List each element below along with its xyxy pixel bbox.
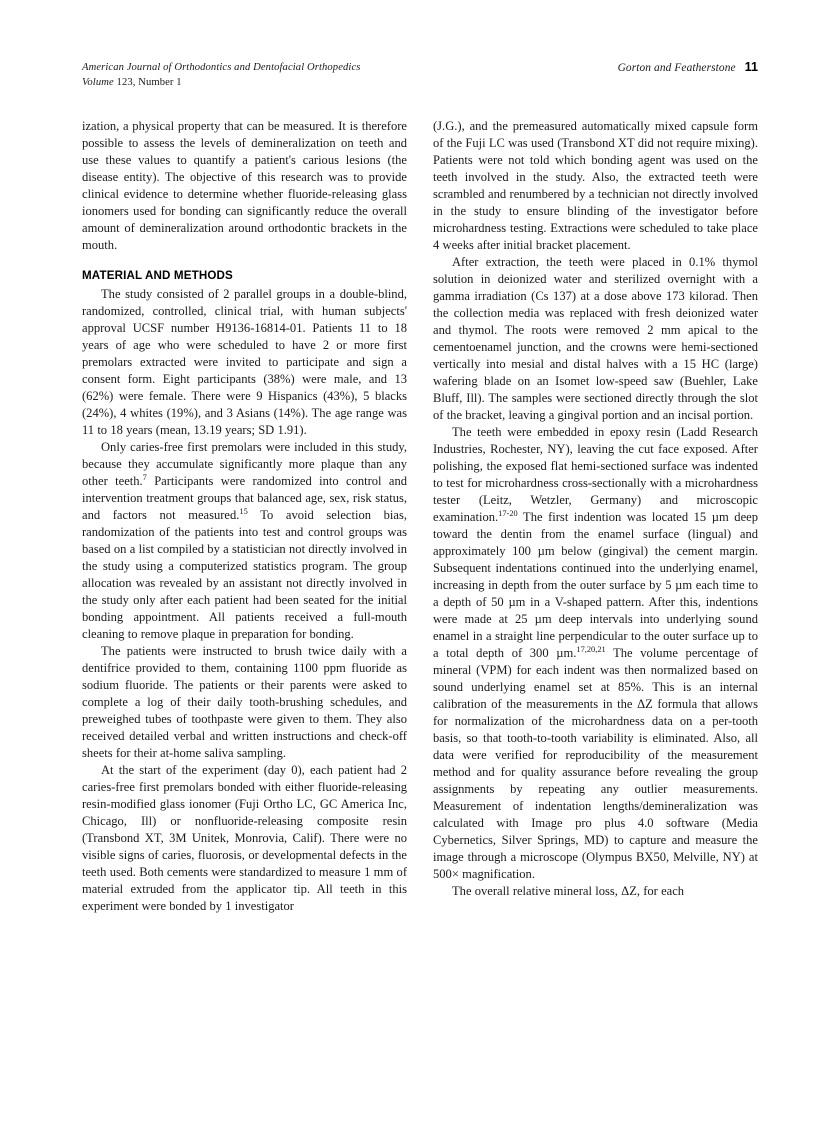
text-segment: Only caries-free first premolars were included in this study, because they accumulate significantly more plaque than any other teeth. — [82, 440, 407, 488]
paragraph-mineral-loss: The overall relative mineral loss, ΔZ, for each — [452, 884, 685, 898]
reference-marker: 7 — [142, 472, 147, 482]
paragraph-microhardness-testing — [433, 424, 758, 883]
text-segment: The volume percentage of mineral (VPM) for each indent was then normalized based on sound underlying enamel set at 85%. This is an internal calibration of the measurements in the ΔZ formula that allows for normalization of the microhardness data on a per-tooth basis, so that tooth-to-tooth variability is eliminated. Also, all data were verified for reproducibility of the measurement method and for quality assurance before revealing the group assignments by repeating any outlier measurements. Measurement of indentation lengths/demineralization was calculated with Image pro plus 4.0 software (Media Cybernetics, Silver Springs, MD) to capture and measure the image through a microscope (Olympus BX50, Melville, NY) at 500× magnification. — [433, 646, 758, 881]
running-head-left — [82, 60, 360, 90]
text-segment: To avoid selection bias, randomization of the patients into test and control groups was based on a list compiled by a statistician not directly involved in the study using a computerized statistics program. The group allocation was revealed by an assistant not directly involved in the study only after each patient had been seated for the initial bonding appointment. All patients received a full-mouth cleaning to remove plaque in preparation for bonding. — [82, 508, 407, 641]
reference-marker: 17-20 — [498, 508, 518, 518]
paragraph-brushing-instructions: The patients were instructed to brush twice daily with a dentifrice provided to them, containing 1100 ppm fluoride as sodium fluoride. The patients or their parents were asked to complete a log of their daily tooth-brushing schedules, and preweighed tubes of toothpaste were given to them. They also received detailed verbal and written instructions and check-off sheets for their at-home saliva sampling. — [82, 644, 407, 760]
journal-title: American Journal of Orthodontics and Dentofacial Orthopedics — [82, 62, 361, 73]
text-segment: The first indention was located 15 µm deep toward the dentin from the enamel surface (lingual) and approximately 100 µm below (gingival) the cement margin. Subsequent indentations continued into the underlying enamel, increasing in depth from the outer surface by 5 µm each time to a depth of 50 µm in a V-shaped pattern. After this, indentions were made at 25 µm deep intervals into underlying sound enamel in a straight line perpendicular to the outer surface up to a total depth of 300 µm. — [433, 510, 758, 660]
running-head-right — [618, 60, 758, 74]
running-head — [82, 60, 758, 90]
volume-label: Volume — [82, 77, 114, 88]
left-column — [82, 118, 407, 1038]
reference-marker: 17,20,21 — [576, 644, 606, 654]
page-number: 11 — [744, 60, 758, 74]
paragraph-bonding-materials: At the start of the experiment (day 0), each patient had 2 caries-free first premolars bonded with either fluoride-releasing resin-modified glass ionomer (Fuji Ortho LC, GC America Inc, Chicago, Ill) or nonfluoride-releasing composite resin (Transbond XT, 3M Unitek, Monrovia, Calif). There were no visible signs of caries, fluorosis, or developmental defects in the teeth used. Both cements were standardized to measure 1 mm of material extruded from the applicator tip. All teeth in this experiment were bonded by 1 investigator — [82, 763, 407, 913]
volume-line — [82, 75, 360, 90]
paragraph-study-design: The study consisted of 2 parallel groups in a double-blind, randomized, controlled, clinical trial, with human subjects' approval UCSF number H9136-16814-01. Patients 11 to 18 years of age who were scheduled to have 2 or more first premolars extracted were invited to participate and sign a consent form. Eight participants (38%) were male, and 13 (62%) were female. There were 9 Hispanics (43%), 5 blacks (24%), 4 whites (19%), and 3 Asians (14%). The age range was 11 to 18 years (mean, 13.19 years; SD 1.91). — [82, 287, 407, 437]
paragraph-randomization — [82, 439, 407, 643]
text-segment: Participants were randomized into control and intervention treatment groups that balanced age, sex, risk status, and factors not measured. — [82, 474, 407, 522]
reference-marker: 15 — [239, 506, 248, 516]
right-column — [433, 118, 758, 1038]
paragraph-blinding-procedure: (J.G.), and the premeasured automatically mixed capsule form of the Fuji LC was used (Transbond XT did not require mixing). Patients were not told which bonding agent was used on the teeth involved in the study. Also, the extracted teeth were scrambled and renumbered by a technician not directly involved in the study to ensure blinding of the investigator before microhardness testing. Extractions were scheduled to take place 4 weeks after initial bracket placement. — [433, 119, 758, 252]
text-segment: The teeth were embedded in epoxy resin (Ladd Research Industries, Rochester, NY), leaving the cut face exposed. After polishing, the exposed flat hemi-sectioned surface was indented to test for microhardness cross-sectionally with a microhardness tester (Leitz, Wetzler, Germany) and microscopic examination. — [433, 425, 758, 524]
authors-name: Gorton and Featherstone — [617, 62, 736, 74]
two-column-body — [82, 118, 758, 1038]
paragraph-extraction-sterilization: After extraction, the teeth were placed in 0.1% thymol solution in deionized water and sterilized overnight with a gamma irradiation (Cs 137) at a dose above 173 kilorad. Then the collection media was replaced with fresh deionized water and thymol. The roots were removed 2 mm apical to the cementoenamel junction, and the crowns were hemi-sectioned vertically into mesial and distal halves with a 15 HC (large) wafering blade on an Isomet low-speed saw (Buehler, Lake Bluff, Ill). The samples were sectioned directly through the slot of the bracket, leaving a gingival portion and an incisal portion. — [433, 255, 758, 422]
paragraph-continuation: ization, a physical property that can be measured. It is therefore possible to assess the levels of demineralization on teeth and use these values to quantify a patient's carious lesions (the disease entity). The objective of this research was to provide clinical evidence to determine whether fluoride-releasing glass ionomers used for bonding can significantly reduce the overall amount of demineralization around orthodontic brackets in the mouth. — [82, 119, 407, 252]
volume-number: 123, Number 1 — [116, 77, 182, 88]
section-heading-material-and-methods: MATERIAL AND METHODS — [82, 269, 233, 282]
